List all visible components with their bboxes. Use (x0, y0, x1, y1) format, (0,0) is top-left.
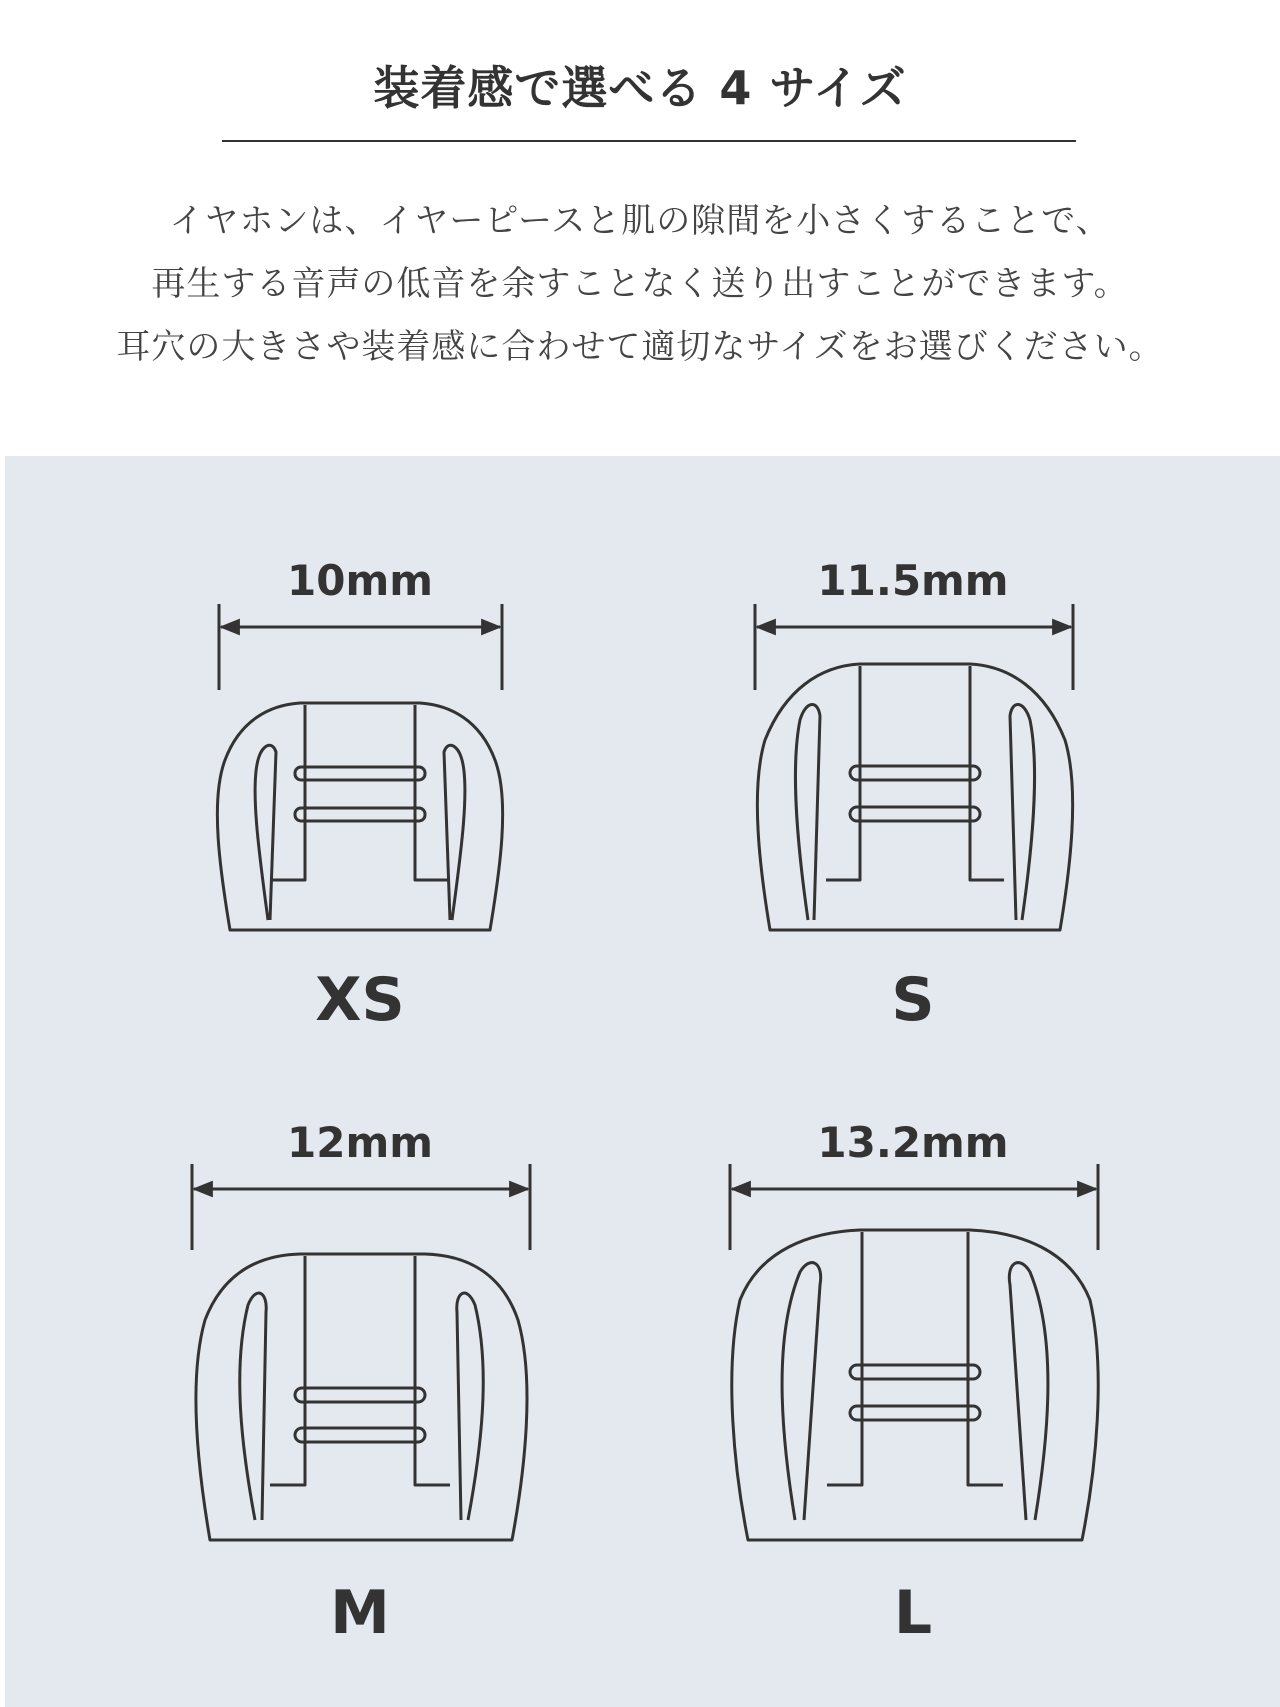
eartip-l-icon (730, 1164, 1098, 1540)
description-line: 再生する音声の低音を余すことなく送り出すことができます。 (151, 264, 1129, 304)
eartip-m-icon (192, 1164, 530, 1540)
eartip-s-icon (755, 604, 1073, 930)
eartip-xs-icon (217, 604, 502, 930)
dimension-label-m: 12mm (287, 1118, 433, 1167)
size-label-xs: XS (315, 965, 405, 1035)
page-title: 装着感で選べる 4 サイズ (373, 61, 907, 115)
dimension-label-l: 13.2mm (817, 1118, 1009, 1167)
dimension-label-s: 11.5mm (817, 556, 1009, 605)
size-label-s: S (891, 965, 935, 1035)
size-label-m: M (330, 1578, 390, 1648)
dimension-label-xs: 10mm (287, 556, 433, 605)
size-label-l: L (893, 1578, 933, 1648)
description-line: イヤホンは、イヤーピースと肌の隙間を小さくすることで、 (169, 201, 1111, 241)
description-line: 耳穴の大きさや装着感に合わせて適切なサイズをお選びください。 (116, 327, 1164, 367)
